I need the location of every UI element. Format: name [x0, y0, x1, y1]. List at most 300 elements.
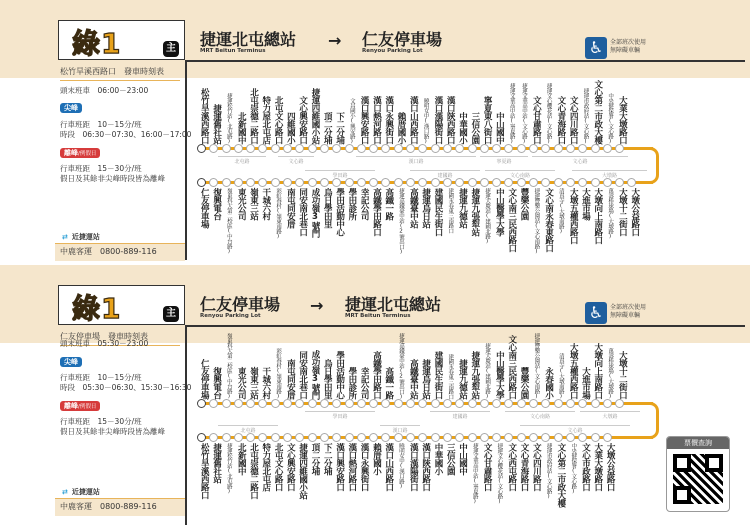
- stop-marker: [566, 144, 575, 153]
- stop-marker: [578, 178, 587, 187]
- stop-label: 大業大墩路口: [617, 96, 628, 144]
- stop-label: 幸記公司: [359, 367, 370, 399]
- stop-marker: [431, 178, 440, 187]
- stop-marker: [603, 178, 612, 187]
- stop-label: 捷運九張犁站: [469, 351, 480, 399]
- destination-subtitle: Renyou Parking Lot: [362, 48, 423, 54]
- stop-label: 成功嶺3號門: [309, 188, 320, 238]
- stop-marker: [295, 399, 304, 408]
- stop-label: 下二分埔: [322, 443, 333, 475]
- stop-marker: [381, 178, 390, 187]
- stop-marker: [492, 144, 501, 153]
- stop-marker: [431, 399, 440, 408]
- stop-marker: [541, 399, 550, 408]
- stop-label: 北新國中: [236, 112, 247, 144]
- stop-label: 中央健保署(文心路): [570, 443, 577, 494]
- stop-label: 文心甘肅路口: [482, 443, 493, 491]
- stop-marker: [591, 144, 600, 153]
- offpeak-headway: 行車班距 15－30分/班: [60, 417, 142, 426]
- stop-marker: [480, 433, 489, 442]
- stop-marker: [357, 144, 366, 153]
- stop-marker: [246, 178, 255, 187]
- stop-label: 大進市場: [580, 367, 591, 399]
- accessible-note: 全部班次使用 無障礙車輛: [610, 304, 647, 319]
- stop-label: 嶺東科大第二校區(中台路): [225, 188, 232, 254]
- stop-marker: [283, 433, 292, 442]
- stop-marker: [394, 178, 403, 187]
- stop-label: 仁友停車場: [199, 188, 210, 228]
- stop-marker: [517, 144, 526, 153]
- stop-marker: [394, 399, 403, 408]
- stop-label: 嶺東三站: [248, 367, 259, 399]
- stop-marker: [554, 144, 563, 153]
- stop-marker: [615, 144, 624, 153]
- stop-label: 學田活動中心: [334, 188, 345, 236]
- operator-contact: 中鹿客運 0800-889-116: [55, 243, 185, 261]
- stop-label: 捷運市政府站(文心路): [545, 443, 552, 499]
- stop-label: 漢口漢陽街口: [408, 443, 419, 491]
- stop-marker: [283, 178, 292, 187]
- stop-label: 北屯崇德二路口: [248, 88, 259, 144]
- stop-marker: [320, 399, 329, 408]
- stop-label: 同安南北巷口: [297, 188, 308, 236]
- stop-marker: [308, 178, 317, 187]
- stop-label: 特力屋北屯店: [260, 96, 271, 144]
- stop-label: 頂二分埔: [309, 443, 320, 475]
- stop-label: 文心第二市政大樓: [555, 443, 566, 507]
- lower-stop-list: [197, 188, 640, 260]
- operator-contact: 中鹿客運 0800-889-116: [55, 498, 185, 516]
- stop-marker: [468, 433, 477, 442]
- stop-marker: [197, 433, 206, 442]
- stop-marker: [381, 399, 390, 408]
- stop-marker: [381, 433, 390, 442]
- stop-marker: [418, 399, 427, 408]
- stop-label: 文心市政路口: [580, 443, 591, 491]
- stop-label: 學田活動中心: [334, 351, 345, 399]
- stop-label: 文心青海路口: [555, 96, 566, 144]
- stop-marker: [234, 144, 243, 153]
- stop-label: 漢口陝西路口: [420, 443, 431, 491]
- stop-label: 漢口熱河路口: [346, 443, 357, 491]
- stop-label: 四維國小: [285, 112, 296, 144]
- stop-marker: [345, 178, 354, 187]
- stop-label: 嶺東三站: [248, 188, 259, 220]
- stop-label: 同安南北巷口: [297, 351, 308, 399]
- stop-marker: [517, 178, 526, 187]
- first-last-bus: 頭末班車 06:00－23:00: [60, 86, 149, 95]
- stop-marker: [320, 178, 329, 187]
- origin-title: 捷運北屯總站: [200, 30, 297, 49]
- offpeak-badge: 離峰/例假日: [60, 148, 100, 158]
- stop-marker: [480, 144, 489, 153]
- stop-label: 文心青海路口: [519, 443, 530, 491]
- stop-label: 中山國中: [494, 112, 505, 144]
- stop-marker: [455, 399, 464, 408]
- stop-marker: [246, 144, 255, 153]
- stop-marker: [504, 433, 513, 442]
- stop-marker: [504, 178, 513, 187]
- stop-label: 三信公園: [469, 112, 480, 144]
- stop-label: 捷運豐樂公園站(文心南路): [533, 188, 540, 254]
- stop-marker: [480, 399, 489, 408]
- stop-label: 復興電台: [211, 367, 222, 399]
- stop-marker: [222, 399, 231, 408]
- peak-time: 時段 05:30－06:30、15:30－16:30: [60, 383, 192, 392]
- stop-label: 捷運文華高中站(文心路): [521, 83, 528, 144]
- stop-marker: [418, 144, 427, 153]
- stop-label: 頂二分埔: [322, 112, 333, 144]
- stop-marker: [332, 178, 341, 187]
- stop-label: 北新國中: [236, 443, 247, 475]
- stop-marker: [566, 399, 575, 408]
- stop-marker: [406, 144, 415, 153]
- stop-marker: [258, 399, 267, 408]
- stop-marker: [246, 433, 255, 442]
- stop-label: 文心南三民西路口: [506, 335, 517, 399]
- main-route-badge: 主: [163, 41, 179, 57]
- stop-marker: [246, 399, 255, 408]
- stop-label: 萬壽棒球場(大墩路): [607, 348, 614, 399]
- stop-marker: [603, 433, 612, 442]
- stop-marker: [615, 399, 624, 408]
- stop-label: 賴厝國小: [396, 112, 407, 144]
- stop-marker: [455, 144, 464, 153]
- direction-arrow-icon: →: [310, 296, 324, 315]
- stop-marker: [283, 144, 292, 153]
- stop-label: 干城六村: [260, 367, 271, 399]
- stop-label: 大墩十二街口: [617, 351, 628, 399]
- stop-label: 捷運舊社站: [211, 443, 222, 483]
- origin-title: 仁友停車場: [200, 295, 281, 314]
- offpeak-badge: 離峰/例假日: [60, 401, 100, 411]
- stop-marker: [345, 433, 354, 442]
- stop-marker: [468, 399, 477, 408]
- stop-label: 捷運大慶站(建國北路): [484, 188, 491, 244]
- stop-marker: [443, 433, 452, 442]
- stop-marker: [209, 399, 218, 408]
- stop-label: 捷運高鐵臺中站(2號出口): [398, 188, 405, 255]
- stop-marker: [541, 144, 550, 153]
- route-number: 綠1: [72, 27, 122, 60]
- stop-marker: [308, 144, 317, 153]
- stop-label: 建國民生街口: [432, 188, 443, 236]
- lower-stop-dots: [197, 178, 640, 187]
- stop-marker: [517, 433, 526, 442]
- stop-marker: [443, 178, 452, 187]
- accessible-note: 全部班次使用 無障礙車輛: [610, 39, 647, 54]
- upper-stop-list: [197, 66, 627, 144]
- stop-label: 特力屋北屯店: [260, 443, 271, 491]
- stop-label: 北屯文心路口: [273, 96, 284, 144]
- stop-label: 萬壽棒球場(大墩路): [607, 188, 614, 239]
- stop-label: 捷運四維國小站: [309, 88, 320, 144]
- stop-marker: [566, 433, 575, 442]
- stop-marker: [308, 399, 317, 408]
- stop-marker: [418, 178, 427, 187]
- stop-marker: [345, 399, 354, 408]
- stop-label: 大墩公益路口: [629, 188, 640, 236]
- stop-label: 漢口興安路口: [359, 96, 370, 144]
- stop-marker: [504, 399, 513, 408]
- stop-marker: [529, 399, 538, 408]
- stop-marker: [591, 178, 600, 187]
- stop-label: 烏日學田里: [322, 188, 333, 228]
- lower-stop-list: [197, 443, 615, 523]
- stop-marker: [357, 433, 366, 442]
- stop-label: 中山國中: [457, 443, 468, 475]
- stop-marker: [492, 399, 501, 408]
- stop-label: 文心南三民西路口: [506, 188, 517, 252]
- stop-marker: [627, 178, 636, 187]
- stop-label: 中央健保署(文心路): [607, 93, 614, 144]
- stop-label: 北屯崇德二路口: [248, 443, 259, 499]
- stop-marker: [357, 178, 366, 187]
- stop-label: 曉明女中(漢口路): [398, 443, 405, 489]
- qr-title: 票價查詢: [667, 437, 729, 449]
- stop-marker: [406, 399, 415, 408]
- stop-label: 清真寺(大墩南路): [557, 188, 564, 234]
- stop-label: 永春國小: [543, 367, 554, 399]
- stop-label: 成功嶺3號門: [309, 349, 320, 399]
- stop-marker: [369, 178, 378, 187]
- stop-label: 曉明女中(漢口路): [422, 98, 429, 144]
- stop-label: 大墩向上南路口: [592, 343, 603, 399]
- fare-query-qr[interactable]: [666, 436, 730, 512]
- stop-marker: [615, 178, 624, 187]
- stop-marker: [492, 178, 501, 187]
- stop-marker: [369, 144, 378, 153]
- stop-label: 漢口熱河路口: [371, 96, 382, 144]
- stop-label: 文心甘肅路口: [531, 96, 542, 144]
- stop-marker: [209, 433, 218, 442]
- stop-marker: [492, 433, 501, 442]
- stop-label: 嶺東科大第二校區(中台路): [225, 333, 232, 399]
- stop-label: 高鐵學田路口: [371, 188, 382, 236]
- route-number: 綠1: [72, 292, 122, 325]
- stop-label: 捷運市政府站(文心路): [582, 88, 589, 144]
- stop-marker: [591, 433, 600, 442]
- stop-marker: [271, 433, 280, 442]
- stop-marker: [394, 144, 403, 153]
- stop-marker: [332, 399, 341, 408]
- stop-marker: [295, 433, 304, 442]
- stop-marker: [320, 144, 329, 153]
- direction-arrow-icon: →: [328, 31, 342, 50]
- stop-label: 漢口永興街口: [383, 96, 394, 144]
- stop-marker: [468, 178, 477, 187]
- mrt-transfer-icon: ⇄: [62, 233, 68, 241]
- upper-stop-dots: [197, 144, 627, 153]
- stop-label: 干城六村: [260, 188, 271, 220]
- stop-label: 南屯同安厝: [285, 188, 296, 228]
- offpeak-note: 假日及其餘非尖峰時段皆為離峰: [60, 174, 165, 183]
- stop-label: 文心西屯路口: [506, 443, 517, 491]
- stop-marker: [271, 178, 280, 187]
- stop-marker: [283, 399, 292, 408]
- stop-marker: [308, 433, 317, 442]
- stop-label: 豐樂公園: [519, 367, 530, 399]
- stop-marker: [480, 178, 489, 187]
- stop-label: 大墩五權西路口: [568, 343, 579, 399]
- stop-marker: [603, 399, 612, 408]
- stop-label: 捷運九德站: [457, 359, 468, 399]
- stop-label: 捷運文華高中站(寧夏路): [508, 83, 515, 144]
- stop-label: 南屯同安厝: [285, 359, 296, 399]
- stop-label: 高鐵學田路口: [371, 351, 382, 399]
- stop-label: 漢口山西路口: [383, 443, 394, 491]
- peak-headway: 行車班距 10－15分/班: [60, 373, 142, 382]
- stop-label: 文心興安路口: [297, 96, 308, 144]
- stop-marker: [234, 399, 243, 408]
- stop-marker: [529, 144, 538, 153]
- schedule-title: 松竹旱溪西路口 發車時刻表: [60, 66, 180, 81]
- stop-marker: [578, 433, 587, 442]
- stop-marker: [504, 144, 513, 153]
- stop-label: 漢口陝西路口: [445, 96, 456, 144]
- stop-marker: [431, 144, 440, 153]
- stop-marker: [603, 144, 612, 153]
- stop-marker: [258, 144, 267, 153]
- stop-label: 文心四川路口: [568, 96, 579, 144]
- mrt-legend: ⇄ 近捷運站: [62, 488, 100, 496]
- stop-marker: [455, 178, 464, 187]
- stop-marker: [258, 178, 267, 187]
- stop-label: 中華國小: [432, 443, 443, 475]
- stop-marker: [295, 178, 304, 187]
- stop-marker: [517, 399, 526, 408]
- destination-title: 仁友停車場: [362, 30, 443, 49]
- stop-marker: [406, 178, 415, 187]
- stop-label: 學田診所: [346, 367, 357, 399]
- stop-marker: [357, 399, 366, 408]
- stop-label: 漢口山西路口: [408, 96, 419, 144]
- stop-label: 捷運松竹站(北屯路): [225, 93, 232, 144]
- stop-label: 捷運烏日站: [420, 188, 431, 228]
- stop-marker: [258, 433, 267, 442]
- stop-marker: [332, 433, 341, 442]
- stop-label: 中華國小: [457, 112, 468, 144]
- stop-label: 彩虹眷村(嶺東南路): [275, 188, 282, 239]
- schedule-title: 仁友停車場 發車時刻表: [60, 331, 180, 346]
- stop-label: 捷運文華高中站(寧夏路): [471, 443, 478, 504]
- route-panel-return: 綠1 主 仁友停車場 Renyou Parking Lot → 捷運北屯總站 MRT Beitun Terminus ♿ 全部班次使用 無障礙車輛 仁友停車場 發車時刻表 頭末班車 05:30－23:00 尖峰 行車班距 10－15分/班 時段 05:30－06:30、15:30－16:30 離峰/例假日 行車班距 15－30分/班 假日及其餘非尖峰時段皆為離峰 ⇄ 近捷運站 中鹿客運 0800-889-116 仁友停車場 復興電台 嶺東科大第二校區(中台路) 東光公司 嶺東三站 干城六村 彩虹眷村(嶺東南路) 南屯同安厝 同安南北巷口 成功嶺3號門 烏日學田里 學田活動中心 學田診所 幸記公司 高鐵學田路口 高鐵一路 捷運高鐵臺中站(2號出口) 高鐵臺中站 捷運烏日站 建國民生街口 建國永春東三南路口 捷運九德站 捷運九張犁站 捷運大慶站(建國北路) 中山醫學大學 文心南三民西路口 豐樂公園 捷運豐樂公園站(文心南路) 永春國小 清真寺(大墩南路) 大墩五權西路口 大進市場 大墩向上南路口 萬壽棒球場(大墩路) 大墩十二街口 松竹旱溪西路口 捷運舊社站 捷運松竹站(北屯路) 北新國中 北屯崇德二路口 特力屋北屯店 北屯文心路口 文心興安路口 捷運四維國小站 頂二分埔 下二分埔 漢口興安路口 漢口熱河路口 漢口永興街口 賴厝國小 漢口山西路口 曉明女中(漢口路) 漢口漢陽街口 漢口陝西路口 中華國小 三信公園 中山國中 捷運文華高中站(寧夏路) 文心甘肅路口 捷運文心櫻花站(文心路) 文心西屯路口 文心青海路口 文心四川路口 捷運市政府站(文心路) 文心第二市政大樓 中央健保署(文心路) 文心市政路口 大業大墩路口 大墩公益路口 學田路 建國路 文心南路 大墩路 北屯路 漢口路 文心路: [0, 265, 750, 530]
- stop-label: 大進市場: [580, 188, 591, 220]
- stop-label: 中山醫學大學: [494, 351, 505, 399]
- stop-marker: [566, 178, 575, 187]
- stop-label: 三信公園: [445, 443, 456, 475]
- stop-marker: [234, 433, 243, 442]
- stop-marker: [529, 433, 538, 442]
- stop-marker: [554, 178, 563, 187]
- stop-label: 東光公司: [236, 188, 247, 220]
- stop-marker: [320, 433, 329, 442]
- stop-label: 捷運九德站: [457, 188, 468, 228]
- stop-label: 大墩十二街口: [617, 188, 628, 236]
- stop-label: 建國永春東三南路口: [447, 354, 454, 399]
- stop-marker: [443, 399, 452, 408]
- stop-marker: [591, 399, 600, 408]
- stop-label: 捷運四維國小站: [297, 443, 308, 499]
- stop-label: 中山醫學大學: [494, 188, 505, 236]
- stop-marker: [443, 144, 452, 153]
- wheelchair-icon: ♿: [585, 302, 607, 324]
- stop-label: 清真寺(大墩南路): [557, 353, 564, 399]
- route-panel-outbound: 綠1 主 捷運北屯總站 MRT Beitun Terminus → 仁友停車場 Renyou Parking Lot ♿ 全部班次使用 無障礙車輛 松竹旱溪西路口 發車時刻表 頭末班車 06:00－23:00 尖峰 行車班距 10－15分/班 時段 06:30－07:30、16:00－17:00 離峰/例假日 行車班距 15－30分/班 假日及其餘非尖峰時段皆為離峰 ⇄ 近捷運站 中鹿客運 0800-889-116 松竹旱溪西路口 捷運舊社站 捷運松竹站(北屯路) 北新國中 北屯崇德二路口 特力屋北屯店 北屯文心路口 四維國小 文心興安路口 捷運四維國小站 頂二分埔 下二分埔 文昌國小(興安路) 漢口興安路口 漢口熱河路口 漢口永興街口 賴厝國小 漢口山西路口 曉明女中(漢口路) 漢口漢陽街口 漢口陝西路口 中華國小 三信公園 寧夏東八街口 中山國中 捷運文華高中站(寧夏路) 捷運文華高中站(文心路) 文心甘肅路口 捷運文心櫻花站(文心路) 文心青海路口 文心四川路口 捷運市政府站(文心路) 文心第二市政大樓 中央健保署(文心路) 大業大墩路口 仁友停車場 復興電台 嶺東科大第二校區(中台路) 東光公司 嶺東三站 干城六村 彩虹眷村(嶺東南路) 南屯同安厝 同安南北巷口 成功嶺3號門 烏日學田里 學田活動中心 學田診所 幸記公司 高鐵學田路口 高鐵一路 捷運高鐵臺中站(2號出口) 高鐵臺中站 捷運烏日站 建國民生街口 建國永春東三南路口 捷運九德站 捷運九張犁站 捷運大慶站(建國北路) 中山醫學大學 文心南三民西路口 豐樂公園 捷運豐樂公園站(文心南路) 文心南永春東路口 清真寺(大墩南路) 大墩五權西路口 大進市場 大墩向上南路口 萬壽棒球場(大墩路) 大墩十二街口 大墩公益路口 北屯路 文心路 漢口路 寧夏路 文心路 學田路 建國路 文心南路 大墩路: [0, 0, 750, 265]
- mrt-legend: ⇄ 近捷運站: [62, 233, 100, 241]
- stop-label: 文昌國小(興安路): [348, 98, 355, 144]
- stop-marker: [369, 433, 378, 442]
- stop-marker: [222, 433, 231, 442]
- stop-label: 豐樂公園: [519, 188, 530, 220]
- stop-label: 捷運烏日站: [420, 359, 431, 399]
- stop-marker: [554, 399, 563, 408]
- stop-marker: [578, 399, 587, 408]
- stop-label: 捷運九張犁站: [469, 188, 480, 236]
- stop-label: 文心南永春東路口: [543, 188, 554, 252]
- mrt-transfer-icon: ⇄: [62, 488, 68, 496]
- peak-time: 時段 06:30－07:30、16:00－17:00: [60, 130, 192, 139]
- stop-marker: [381, 144, 390, 153]
- stop-label: 北屯文心路口: [273, 443, 284, 491]
- stop-label: 高鐵一路: [383, 367, 394, 399]
- qr-code-icon[interactable]: [673, 454, 723, 504]
- stop-label: 捷運舊社站: [211, 104, 222, 144]
- peak-badge: 尖峰: [60, 103, 82, 113]
- stop-label: 捷運文心櫻花站(文心路): [496, 443, 503, 504]
- stop-label: 文心四川路口: [531, 443, 542, 491]
- stop-label: 仁友停車場: [199, 359, 210, 399]
- destination-subtitle: MRT Beitun Terminus: [345, 313, 411, 319]
- stop-label: 高鐵臺中站: [408, 188, 419, 228]
- stop-marker: [418, 433, 427, 442]
- stop-label: 捷運文心櫻花站(文心路): [545, 83, 552, 144]
- stop-marker: [578, 144, 587, 153]
- wheelchair-icon: ♿: [585, 37, 607, 59]
- stop-marker: [295, 144, 304, 153]
- stop-label: 幸記公司: [359, 188, 370, 220]
- stop-marker: [271, 144, 280, 153]
- stop-marker: [529, 178, 538, 187]
- stop-marker: [197, 178, 206, 187]
- offpeak-note: 假日及其餘非尖峰時段皆為離峰: [60, 427, 165, 436]
- stop-label: 大墩五權西路口: [568, 188, 579, 244]
- stop-label: 復興電台: [211, 188, 222, 220]
- first-last-bus: 頭末班車 05:30－23:00: [60, 339, 149, 348]
- stop-marker: [271, 399, 280, 408]
- stop-marker: [431, 433, 440, 442]
- destination-title: 捷運北屯總站: [345, 295, 442, 314]
- stop-label: 捷運高鐵臺中站(2號出口): [398, 332, 405, 399]
- stop-label: 松竹旱溪西路口: [199, 443, 210, 499]
- stop-label: 文心第二市政大樓: [592, 80, 603, 144]
- stop-marker: [394, 433, 403, 442]
- stop-label: 建國永春東三南路口: [447, 188, 454, 233]
- stop-marker: [209, 178, 218, 187]
- stop-marker: [222, 144, 231, 153]
- stop-label: 漢口漢陽街口: [432, 96, 443, 144]
- stop-marker: [197, 144, 206, 153]
- stop-label: 大墩向上南路口: [592, 188, 603, 244]
- stop-label: 捷運大慶站(建國北路): [484, 343, 491, 399]
- origin-subtitle: Renyou Parking Lot: [200, 313, 261, 319]
- stop-label: 大業大墩路口: [592, 443, 603, 491]
- stop-marker: [455, 433, 464, 442]
- stop-marker: [541, 433, 550, 442]
- stop-marker: [222, 178, 231, 187]
- stop-label: 建國民生街口: [432, 351, 443, 399]
- stop-label: 捷運豐樂公園站(文心南路): [533, 333, 540, 399]
